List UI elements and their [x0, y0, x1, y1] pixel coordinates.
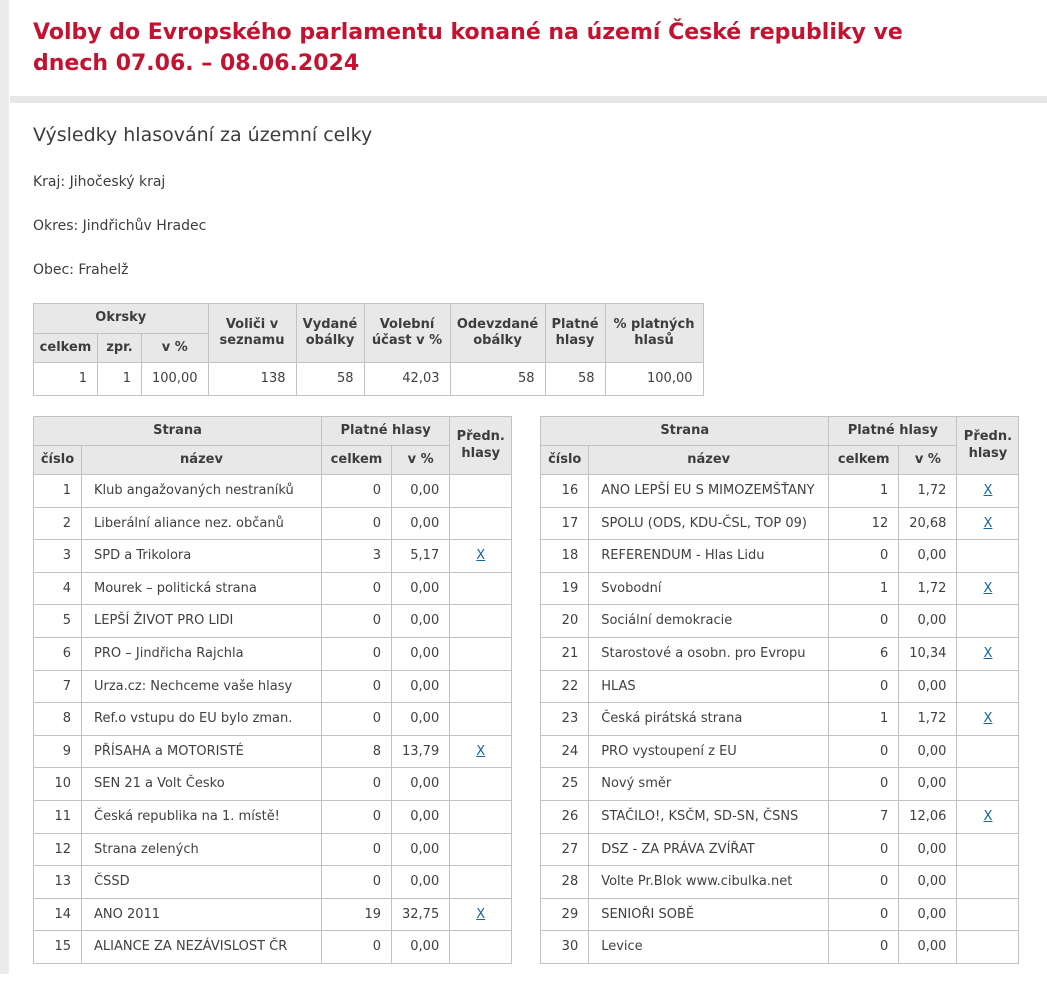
party-votes-total: 7: [829, 801, 899, 834]
party-pref-cell: [957, 898, 1019, 931]
party-pref-cell: [450, 638, 512, 671]
party-votes-percent: 0,00: [899, 605, 957, 638]
party-number: 2: [34, 507, 82, 540]
volici-header: Voliči v seznamu: [208, 304, 296, 363]
party-row: [34, 572, 512, 605]
party-pref-cell: [450, 475, 512, 508]
party-pref-cell: [450, 931, 512, 964]
party-number: 23: [541, 703, 589, 736]
party-tables-container: [33, 416, 1027, 983]
party-row: [541, 703, 1019, 736]
party-votes-percent: 0,00: [899, 735, 957, 768]
party-pref-cell: [957, 670, 1019, 703]
party-row: [541, 866, 1019, 899]
party-votes-percent: 1,72: [899, 572, 957, 605]
party-votes-total: 0: [322, 572, 392, 605]
party-votes-total: 0: [829, 735, 899, 768]
party-votes-percent: 0,00: [899, 866, 957, 899]
celkem-header: celkem: [829, 445, 899, 474]
party-votes-percent: 13,79: [392, 735, 450, 768]
preferential-votes-link[interactable]: X: [983, 515, 993, 531]
party-votes-total: 0: [322, 475, 392, 508]
party-votes-percent: 0,00: [899, 898, 957, 931]
party-number: 13: [34, 866, 82, 899]
party-pref-cell: [957, 638, 1019, 671]
party-name: Svobodní: [589, 572, 829, 605]
okrsky-celkem-value: 1: [34, 362, 98, 395]
left-frame-strip: [0, 0, 9, 974]
party-row: [541, 768, 1019, 801]
party-pref-cell: [957, 931, 1019, 964]
party-name: Ref.o vstupu do EU bylo zman.: [82, 703, 322, 736]
party-name: Česká republika na 1. místě!: [82, 801, 322, 834]
odevzdane-obalky-value: 58: [450, 362, 545, 395]
party-votes-percent: 5,17: [392, 540, 450, 573]
party-pref-cell: [957, 540, 1019, 573]
party-number: 29: [541, 898, 589, 931]
party-row: [34, 475, 512, 508]
party-votes-percent: 0,00: [899, 931, 957, 964]
party-pref-cell: [450, 703, 512, 736]
party-votes-total: 19: [322, 898, 392, 931]
party-votes-percent: 0,00: [392, 572, 450, 605]
party-votes-percent: 0,00: [899, 540, 957, 573]
party-pref-cell: [957, 703, 1019, 736]
okres-value: Jindřichův Hradec: [82, 218, 207, 235]
party-votes-total: 0: [829, 833, 899, 866]
party-votes-total: 0: [829, 931, 899, 964]
party-row: [34, 507, 512, 540]
party-pref-cell: [957, 801, 1019, 834]
title-divider: [10, 96, 1047, 103]
party-name: Strana zelených: [82, 833, 322, 866]
party-votes-total: 0: [322, 801, 392, 834]
party-votes-total: 0: [829, 866, 899, 899]
party-number: 14: [34, 898, 82, 931]
party-votes-percent: 20,68: [899, 507, 957, 540]
party-pref-cell: [450, 801, 512, 834]
party-votes-percent: 10,34: [899, 638, 957, 671]
vydane-obalky-value: 58: [296, 362, 364, 395]
predn-hlasy-header: Předn. hlasy: [957, 416, 1019, 475]
party-row: [541, 540, 1019, 573]
party-name: PŘÍSAHA a MOTORISTÉ: [82, 735, 322, 768]
preferential-votes-link[interactable]: X: [983, 646, 993, 662]
party-pref-cell: [957, 768, 1019, 801]
okres-label: Okres:: [33, 218, 79, 235]
party-name: Liberální aliance nez. občanů: [82, 507, 322, 540]
okrsky-vpct-value: 100,00: [142, 362, 209, 395]
results-subtitle: Výsledky hlasování za územní celky: [33, 124, 373, 147]
party-number: 12: [34, 833, 82, 866]
party-name: ANO LEPŠÍ EU S MIMOZEMŠŤANY: [589, 475, 829, 508]
party-name: LEPŠÍ ŽIVOT PRO LIDI: [82, 605, 322, 638]
party-number: 16: [541, 475, 589, 508]
party-name: Urza.cz: Nechceme vaše hlasy: [82, 670, 322, 703]
party-name: Mourek – politická strana: [82, 572, 322, 605]
party-name: DSZ - ZA PRÁVA ZVÍŘAT: [589, 833, 829, 866]
party-name: Česká pirátská strana: [589, 703, 829, 736]
party-votes-percent: 0,00: [392, 507, 450, 540]
party-votes-total: 0: [829, 898, 899, 931]
preferential-votes-link[interactable]: X: [983, 711, 993, 727]
platne-hlasy-header: Platné hlasy: [545, 304, 605, 363]
summary-values-row: [34, 362, 704, 395]
party-row: [34, 768, 512, 801]
party-name: Nový směr: [589, 768, 829, 801]
party-row: [541, 507, 1019, 540]
cislo-header: číslo: [541, 445, 589, 474]
party-row: [34, 670, 512, 703]
party-votes-total: 1: [829, 703, 899, 736]
party-name: SPD a Trikolora: [82, 540, 322, 573]
vydane-obalky-header: Vydané obálky: [296, 304, 364, 363]
party-name: Volte Pr.Blok www.cibulka.net: [589, 866, 829, 899]
party-pref-cell: [957, 866, 1019, 899]
okrsky-zpr-value: 1: [98, 362, 142, 395]
party-pref-cell: [450, 670, 512, 703]
okrsky-celkem-header: celkem: [34, 333, 98, 362]
party-row: [34, 866, 512, 899]
volici-value: 138: [208, 362, 296, 395]
nazev-header: název: [589, 445, 829, 474]
party-votes-percent: 1,72: [899, 703, 957, 736]
party-pref-cell: [957, 507, 1019, 540]
party-pref-cell: [450, 605, 512, 638]
party-votes-total: 3: [322, 540, 392, 573]
party-number: 18: [541, 540, 589, 573]
party-votes-percent: 0,00: [392, 768, 450, 801]
party-number: 15: [34, 931, 82, 964]
volebni-ucast-value: 42,03: [364, 362, 450, 395]
celkem-header: celkem: [322, 445, 392, 474]
okres-line: [33, 190, 1027, 234]
page-content: [10, 0, 1047, 983]
party-row: [34, 833, 512, 866]
party-pref-cell: [957, 572, 1019, 605]
party-row: [541, 898, 1019, 931]
preferential-votes-link[interactable]: X: [476, 548, 486, 564]
preferential-votes-link[interactable]: X: [983, 483, 993, 499]
party-number: 7: [34, 670, 82, 703]
party-name: ANO 2011: [82, 898, 322, 931]
predn-hlasy-header: Předn. hlasy: [450, 416, 512, 475]
party-name: SEN 21 a Volt Česko: [82, 768, 322, 801]
party-votes-percent: 0,00: [392, 605, 450, 638]
party-votes-percent: 0,00: [392, 833, 450, 866]
party-number: 4: [34, 572, 82, 605]
party-number: 3: [34, 540, 82, 573]
party-row: [541, 801, 1019, 834]
party-row: [34, 540, 512, 573]
party-votes-total: 12: [829, 507, 899, 540]
pct-platnych-header: % platných hlasů: [605, 304, 703, 363]
party-name: Klub angažovaných nestraníků: [82, 475, 322, 508]
obec-line: [33, 234, 1027, 278]
party-pref-cell: [450, 833, 512, 866]
party-row: [541, 670, 1019, 703]
party-number: 20: [541, 605, 589, 638]
party-votes-total: 0: [829, 605, 899, 638]
party-votes-percent: 32,75: [392, 898, 450, 931]
party-number: 9: [34, 735, 82, 768]
party-row: [34, 898, 512, 931]
party-votes-total: 0: [829, 768, 899, 801]
party-votes-total: 0: [322, 768, 392, 801]
party-row: [34, 801, 512, 834]
party-votes-total: 0: [322, 670, 392, 703]
party-pref-cell: [957, 605, 1019, 638]
party-row: [541, 931, 1019, 964]
party-row: [541, 833, 1019, 866]
party-votes-total: 0: [322, 638, 392, 671]
obec-label: Obec:: [33, 262, 74, 279]
party-number: 27: [541, 833, 589, 866]
party-votes-percent: 0,00: [392, 475, 450, 508]
party-row: [34, 703, 512, 736]
party-votes-total: 0: [322, 507, 392, 540]
platne-hlasy-value: 58: [545, 362, 605, 395]
party-number: 17: [541, 507, 589, 540]
party-number: 24: [541, 735, 589, 768]
party-votes-total: 0: [322, 703, 392, 736]
party-votes-percent: 0,00: [899, 768, 957, 801]
platne-hlasy-group-header: Platné hlasy: [322, 416, 450, 445]
party-votes-percent: 0,00: [392, 931, 450, 964]
party-number: 21: [541, 638, 589, 671]
party-pref-cell: [450, 507, 512, 540]
party-results-table-left: [33, 416, 512, 964]
party-votes-percent: 0,00: [392, 801, 450, 834]
party-number: 8: [34, 703, 82, 736]
party-votes-percent: 0,00: [899, 833, 957, 866]
okrsky-zpr-header: zpr.: [98, 333, 142, 362]
strana-header: Strana: [34, 416, 322, 445]
okrsky-header: Okrsky: [34, 304, 209, 333]
party-number: 30: [541, 931, 589, 964]
party-votes-percent: 0,00: [392, 670, 450, 703]
party-row: [541, 735, 1019, 768]
page-title: Volby do Evropského parlamentu konané na území České republiky ve dnech 07.06. – 08.06.2024: [33, 20, 903, 77]
preferential-votes-link[interactable]: X: [476, 743, 486, 759]
obec-value: Frahelž: [78, 262, 129, 279]
party-row: [541, 605, 1019, 638]
party-votes-total: 0: [829, 540, 899, 573]
party-name: PRO vystoupení z EU: [589, 735, 829, 768]
strana-header: Strana: [541, 416, 829, 445]
party-name: HLAS: [589, 670, 829, 703]
party-votes-total: 8: [322, 735, 392, 768]
party-row: [34, 638, 512, 671]
party-name: SENIOŘI SOBĚ: [589, 898, 829, 931]
party-votes-percent: 0,00: [392, 638, 450, 671]
kraj-line: [33, 146, 1027, 190]
party-pref-cell: [450, 540, 512, 573]
vpct-header: v %: [899, 445, 957, 474]
preferential-votes-link[interactable]: X: [983, 809, 993, 824]
party-name: Starostové a osobn. pro Evropu: [589, 638, 829, 671]
party-results-table-right: [540, 416, 1019, 964]
party-name: STAČILO!, KSČM, SD-SN, ČSNS: [589, 801, 829, 834]
preferential-votes-link[interactable]: X: [476, 906, 486, 922]
party-number: 19: [541, 572, 589, 605]
party-pref-cell: [957, 833, 1019, 866]
party-votes-percent: 0,00: [392, 866, 450, 899]
party-name: ČSSD: [82, 866, 322, 899]
party-pref-cell: [957, 475, 1019, 508]
platne-hlasy-group-header: Platné hlasy: [829, 416, 957, 445]
party-pref-cell: [450, 866, 512, 899]
party-name: REFERENDUM - Hlas Lidu: [589, 540, 829, 573]
okrsky-vpct-header: v %: [142, 333, 209, 362]
party-votes-total: 1: [829, 475, 899, 508]
party-pref-cell: [450, 735, 512, 768]
party-number: 28: [541, 866, 589, 899]
party-pref-cell: [450, 898, 512, 931]
party-number: 5: [34, 605, 82, 638]
party-row: [34, 605, 512, 638]
party-pref-cell: [450, 572, 512, 605]
odevzdane-obalky-header: Odevzdané obálky: [450, 304, 545, 363]
party-votes-percent: 0,00: [899, 670, 957, 703]
party-votes-total: 0: [322, 931, 392, 964]
party-votes-total: 6: [829, 638, 899, 671]
party-row: [541, 475, 1019, 508]
preferential-votes-link[interactable]: X: [983, 580, 993, 596]
party-number: 25: [541, 768, 589, 801]
party-number: 1: [34, 475, 82, 508]
party-pref-cell: [957, 735, 1019, 768]
turnout-summary-table: [33, 303, 704, 395]
party-number: 6: [34, 638, 82, 671]
party-votes-total: 0: [829, 670, 899, 703]
party-votes-percent: 12,06: [899, 801, 957, 834]
pct-platnych-value: 100,00: [605, 362, 703, 395]
vpct-header: v %: [392, 445, 450, 474]
cislo-header: číslo: [34, 445, 82, 474]
party-row: [541, 572, 1019, 605]
party-votes-percent: 1,72: [899, 475, 957, 508]
party-name: Sociální demokracie: [589, 605, 829, 638]
party-votes-total: 0: [322, 605, 392, 638]
party-name: Levice: [589, 931, 829, 964]
party-name: ALIANCE ZA NEZÁVISLOST ČR: [82, 931, 322, 964]
kraj-value: Jihočeský kraj: [69, 174, 166, 191]
party-votes-total: 0: [322, 866, 392, 899]
party-name: PRO – Jindřicha Rajchla: [82, 638, 322, 671]
volebni-ucast-header: Volební účast v %: [364, 304, 450, 363]
party-row: [34, 931, 512, 964]
kraj-label: Kraj:: [33, 174, 66, 191]
nazev-header: název: [82, 445, 322, 474]
party-number: 10: [34, 768, 82, 801]
party-row: [34, 735, 512, 768]
party-name: SPOLU (ODS, KDU-ČSL, TOP 09): [589, 507, 829, 540]
party-row: [541, 638, 1019, 671]
party-votes-total: 0: [322, 833, 392, 866]
party-number: 22: [541, 670, 589, 703]
party-votes-total: 1: [829, 572, 899, 605]
party-number: 11: [34, 801, 82, 834]
party-votes-percent: 0,00: [392, 703, 450, 736]
party-number: 26: [541, 801, 589, 834]
party-pref-cell: [450, 768, 512, 801]
